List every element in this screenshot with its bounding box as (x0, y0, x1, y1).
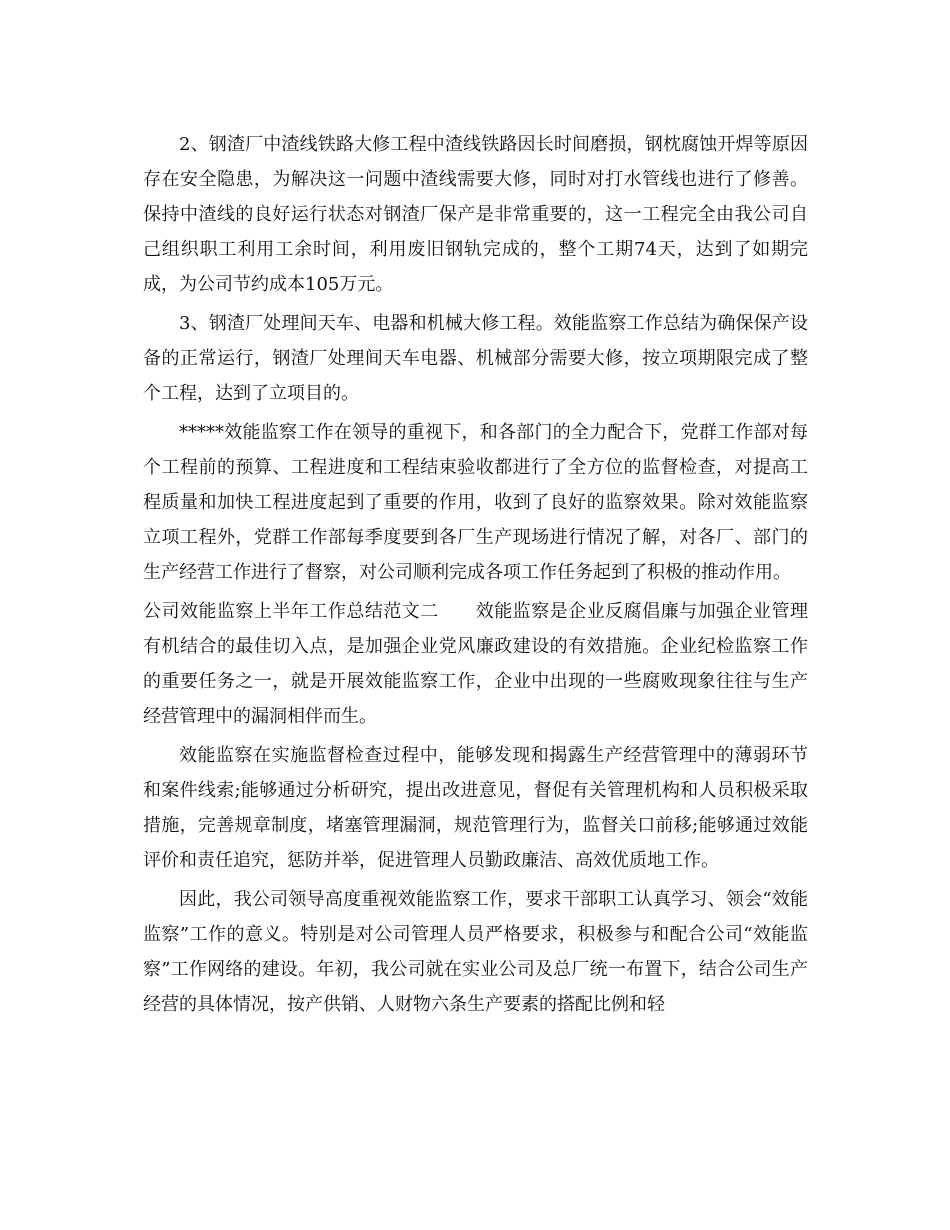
paragraph-1: 2、钢渣厂中渣线铁路大修工程中渣线铁路因长时间磨损，钢枕腐蚀开焊等原因存在安全隐患，为解决这一问题中渣线需要大修，同时对打水管线也进行了修善。保持中渣线的良好运行状态对钢渣厂保产是非常重要的，这一工程完全由我公司自己组织职工利用工余时间，利用废旧钢轨完成的，整个工期74天，达到了如期完成，为公司节约成本105万元。 (143, 134, 808, 295)
document-body (143, 127, 808, 1026)
paragraph-3: *****效能监察工作在领导的重视下，和各部门的全力配合下，党群工作部对每个工程前的预算、工程进度和工程结束验收都进行了全方位的监督检查，对提高工程质量和加快工程进度起到了重要的作用，收到了良好的监察效果。除对效能监察立项工程外，党群工作部每季度要到各厂生产现场进行情况了解，对各厂、部门的生产经营工作进行了督察，对公司顺利完成各项工作任务起到了积极的推动作用。 (143, 422, 808, 583)
paragraph-6: 因此，我公司领导高度重视效能监察工作，要求干部职工认真学习、领会“效能监察”工作的意义。特别是对公司管理人员严格要求，积极参与和配合公司“效能监察”工作网络的建设。年初，我公司就在实业公司及总厂统一布置下，结合公司生产经营的具体情况，按产供销、人财物六条生产要素的搭配比例和轻 (143, 889, 808, 1015)
paragraph-5: 效能监察在实施监督检查过程中，能够发现和揭露生产经营管理中的薄弱环节和案件线索;能够通过分析研究，提出改进意见，督促有关管理机构和人员积极采取措施，完善规章制度，堵塞管理漏洞，规范管理行为，监督关口前移;能够通过效能评价和责任追究，惩防并举，促进管理人员勤政廉洁、高效优质地工作。 (143, 745, 808, 871)
paragraph-4: 公司效能监察上半年工作总结范文二 效能监察是企业反腐倡廉与加强企业管理有机结合的最佳切入点，是加强企业党风廉政建设的有效措施。企业纪检监察工作的重要任务之一，就是开展效能监察工作，企业中出现的一些腐败现象往往与生产经营管理中的漏洞相伴而生。 (143, 601, 808, 727)
paragraph-2: 3、钢渣厂处理间天车、电器和机械大修工程。效能监察工作总结为确保保产设备的正常运行，钢渣厂处理间天车电器、机械部分需要大修，按立项期限完成了整个工程，达到了立项目的。 (143, 313, 808, 404)
